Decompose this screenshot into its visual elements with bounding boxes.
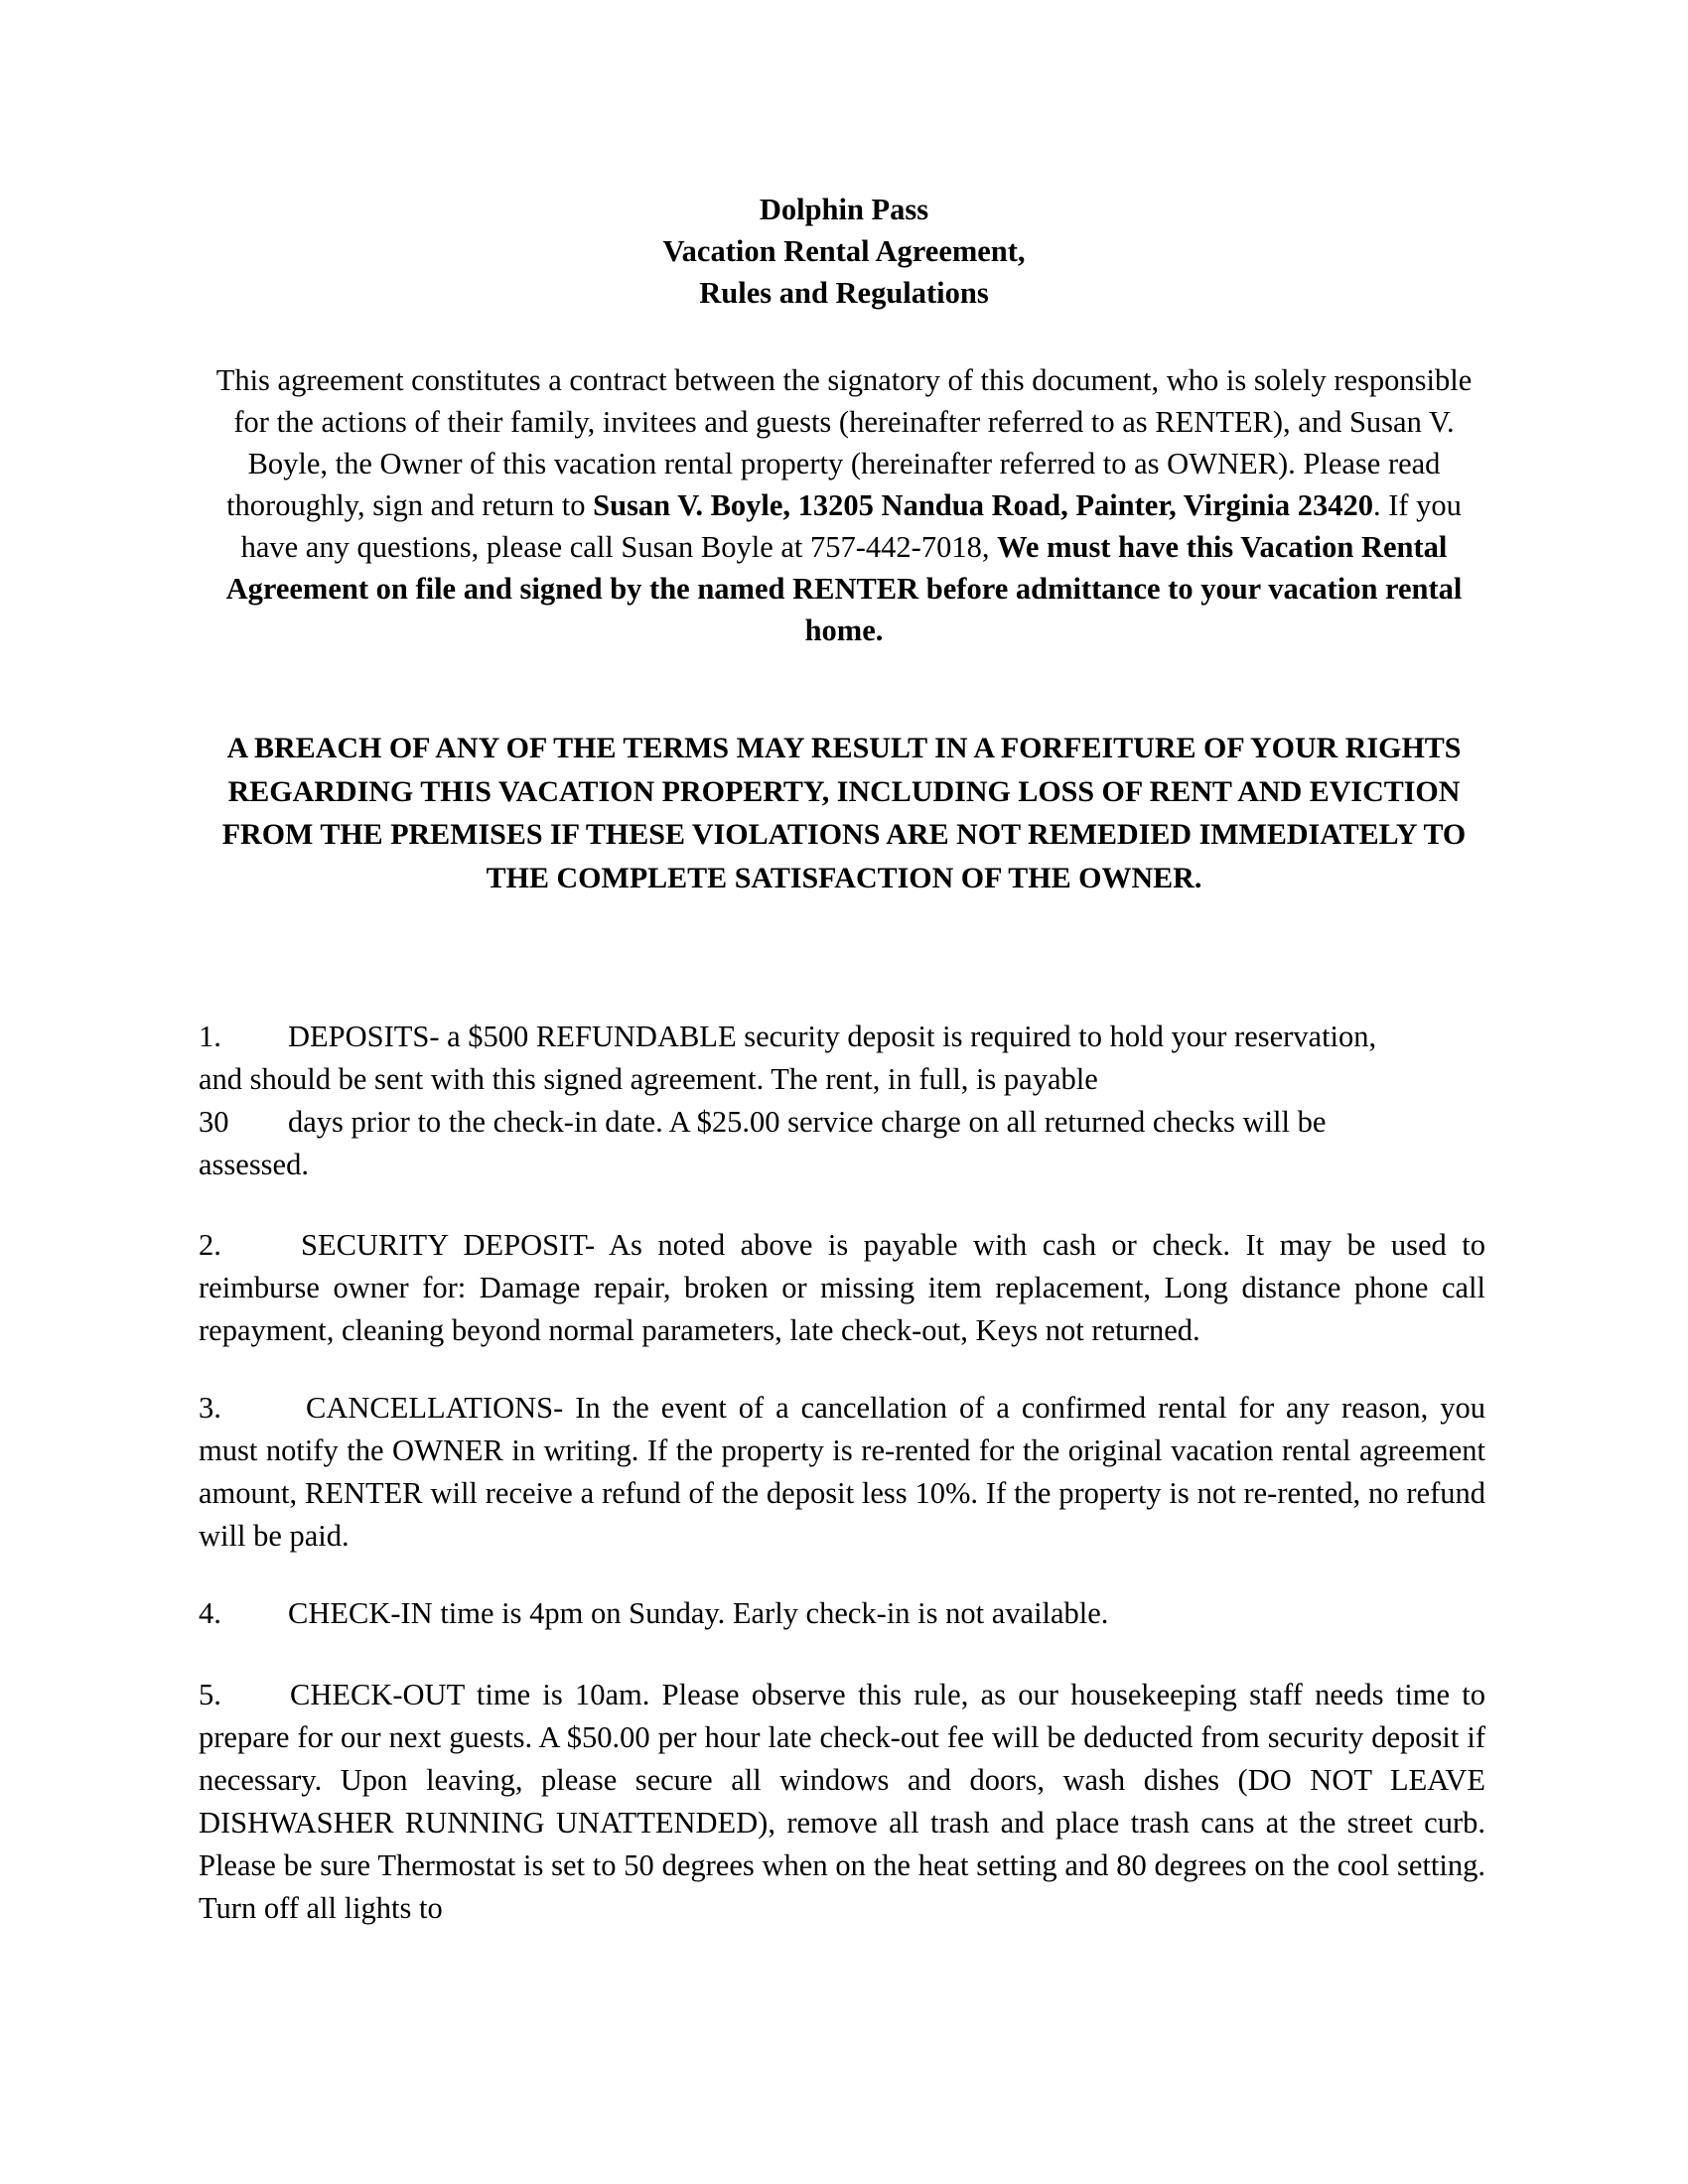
item3-text: CANCELLATIONS- In the event of a cancellation of a confirmed rental for any reason, you must notify the OWNER in writing. If the property is re-rented for the original vacation rental agreement amount, RENTER will receive a refund of the deposit less 10%. If the property is not re-rented, no refund will be paid. xyxy=(199,1391,1485,1553)
item5-text: CHECK-OUT time is 10am. Please observe this rule, as our housekeeping staff needs time to prepare for our next guests. A $50.00 per hour late check-out fee will be deducted from security deposit if necessary. Upon leaving, please secure all windows and doors, wash dishes (DO NOT LEAVE DISHWASHER RUNNING UNATTENDED), remove all trash and place trash cans at the street curb. Please be sure Thermostat is set to 50 degrees when on the heat setting and 80 degrees on the cool setting. Turn off all lights to xyxy=(199,1678,1485,1925)
list-item-check-in xyxy=(199,1592,1485,1635)
item-number: 5. xyxy=(199,1678,221,1711)
item1-text-line3: days prior to the check-in date. A $25.00 service charge on all returned checks will be xyxy=(288,1105,1327,1139)
title-property-name: Dolphin Pass xyxy=(759,193,929,226)
item1-line4: assessed. xyxy=(199,1148,309,1181)
item1-text-line1: DEPOSITS- a $500 REFUNDABLE security deposit is required to hold your reservation, xyxy=(288,1020,1377,1053)
list-item-cancellations xyxy=(199,1387,1485,1558)
item-number: 2. xyxy=(199,1228,221,1262)
title-rules: Rules and Regulations xyxy=(699,276,989,310)
breach-warning: A BREACH OF ANY OF THE TERMS MAY RESULT IN A FORFEITURE OF YOUR RIGHTS REGARDING THIS VACATION PROPERTY, INCLUDING LOSS OF RENT AND EVICTION FROM THE PREMISES IF THESE VIOLATIONS ARE NOT REMEDIED IMMEDIATELY TO THE COMPLETE SATISFACTION OF THE OWNER. xyxy=(221,732,1467,894)
intro-owner-address: Susan V. Boyle, 13205 Nandua Road, Painter, Virginia 23420 xyxy=(593,488,1373,522)
list-item-check-out xyxy=(199,1674,1485,1930)
item-number: 4. xyxy=(199,1596,221,1630)
list-item-deposits xyxy=(199,1016,1485,1186)
item1-line1 xyxy=(199,1016,1485,1058)
item4-text: CHECK-IN time is 4pm on Sunday. Early check-in is not available. xyxy=(288,1596,1109,1630)
item-sub-number: 30 xyxy=(199,1105,229,1139)
item1-line3 xyxy=(199,1101,1485,1144)
list-item-security-deposit xyxy=(199,1224,1485,1352)
intro-paragraph xyxy=(199,359,1489,651)
intro-text-a: This agreement constitutes a contract between the signatory of this document, who is solely responsible for the actions of their family, invitees and guests (hereinafter referred to as RENTER), and Susan V. Boyle, the Owner of this vacation rental property (hereinafter referred to as OWNER). Please read thoroughly, sign and return to xyxy=(215,363,1473,522)
document-title xyxy=(199,189,1489,314)
intro-notice: We must have this Vacation Rental Agreement on file and signed by the named RENTER before admittance to your vacation rental home. xyxy=(225,530,1463,647)
item-number: 3. xyxy=(199,1391,221,1425)
intro-text-b: . If you have any questions, please call Susan Boyle at 757-442-7018, xyxy=(240,488,1462,564)
item-number: 1. xyxy=(199,1020,221,1053)
title-agreement: Vacation Rental Agreement, xyxy=(662,234,1026,268)
item1-line2: and should be sent with this signed agreement. The rent, in full, is payable xyxy=(199,1062,1098,1096)
item2-text: SECURITY DEPOSIT- As noted above is payable with cash or check. It may be used to reimburse owner for: Damage repair, broken or missing item replacement, Long distance phone call repayment, cleaning beyond normal parameters, late check-out, Keys not returned. xyxy=(199,1228,1485,1347)
